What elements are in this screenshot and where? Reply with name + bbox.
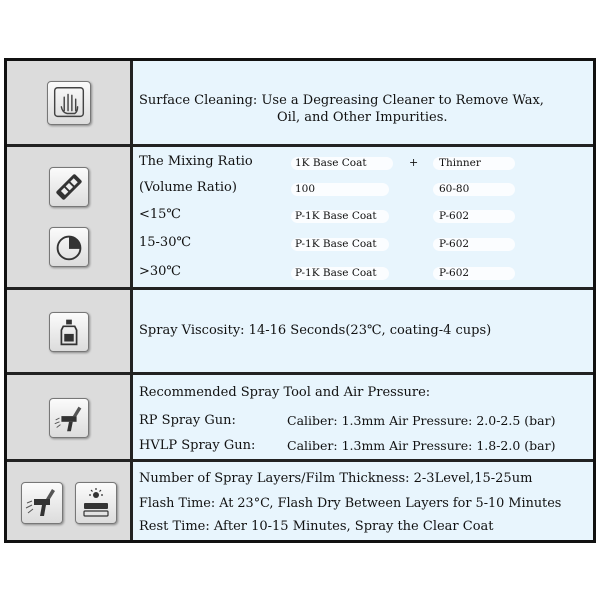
temp-high-label: >30℃ <box>139 264 181 279</box>
row-spray-viscosity <box>7 290 593 375</box>
row-spray-tool <box>7 375 593 462</box>
rp-gun-detail: Caliber: 1.3mm Air Pressure: 2.0-2.5 (bar) <box>287 413 556 428</box>
paint-bottle-icon <box>49 312 89 352</box>
row-layers <box>7 462 593 540</box>
temp-high-thinner: P-602 <box>439 267 470 279</box>
heat-lamp-icon <box>75 482 117 524</box>
volume-base: 100 <box>295 183 316 195</box>
row-surface-cleaning <box>7 61 593 147</box>
rest-time-line: Rest Time: After 10-15 Minutes, Spray the Clear Coat <box>139 519 494 534</box>
mixing-bar-icon <box>49 167 89 207</box>
volume-thinner: 60-80 <box>439 183 470 195</box>
header-base-coat: 1K Base Coat <box>295 157 367 169</box>
row-mixing-ratio <box>7 147 593 290</box>
glove-hand-icon <box>47 81 91 125</box>
temp-low-label: <15℃ <box>139 207 181 222</box>
spray-gun-layers-icon <box>21 482 63 524</box>
temp-mid-base: P-1K Base Coat <box>295 238 377 250</box>
tool-heading: Recommended Spray Tool and Air Pressure: <box>139 385 431 400</box>
cleaning-line-2: Oil, and Other Impurities. <box>277 110 448 125</box>
pie-chart-icon <box>49 227 89 267</box>
hvlp-gun-name: HVLP Spray Gun: <box>139 438 256 453</box>
viscosity-text: Spray Viscosity: 14-16 Seconds(23℃, coating-4 cups) <box>139 323 492 338</box>
flash-time-line: Flash Time: At 23°C, Flash Dry Between Layers for 5-10 Minutes <box>139 496 562 511</box>
header-plus: + <box>409 156 419 169</box>
temp-low-base: P-1K Base Coat <box>295 210 377 222</box>
temp-mid-label: 15-30℃ <box>139 235 192 250</box>
temp-low-thinner: P-602 <box>439 210 470 222</box>
cleaning-line-1: Surface Cleaning: Use a Degreasing Cleaner to Remove Wax, <box>139 93 544 108</box>
mixing-ratio-label: The Mixing Ratio <box>139 154 253 169</box>
volume-ratio-label: (Volume Ratio) <box>139 180 237 195</box>
hvlp-gun-detail: Caliber: 1.3mm Air Pressure: 1.8-2.0 (bar) <box>287 438 556 453</box>
temp-high-base: P-1K Base Coat <box>295 267 377 279</box>
spray-gun-icon <box>49 398 89 438</box>
header-thinner: Thinner <box>439 157 481 169</box>
rp-gun-name: RP Spray Gun: <box>139 413 236 428</box>
spec-table <box>4 58 596 543</box>
temp-mid-thinner: P-602 <box>439 238 470 250</box>
layers-line-1: Number of Spray Layers/Film Thickness: 2-3Level,15-25um <box>139 471 533 486</box>
